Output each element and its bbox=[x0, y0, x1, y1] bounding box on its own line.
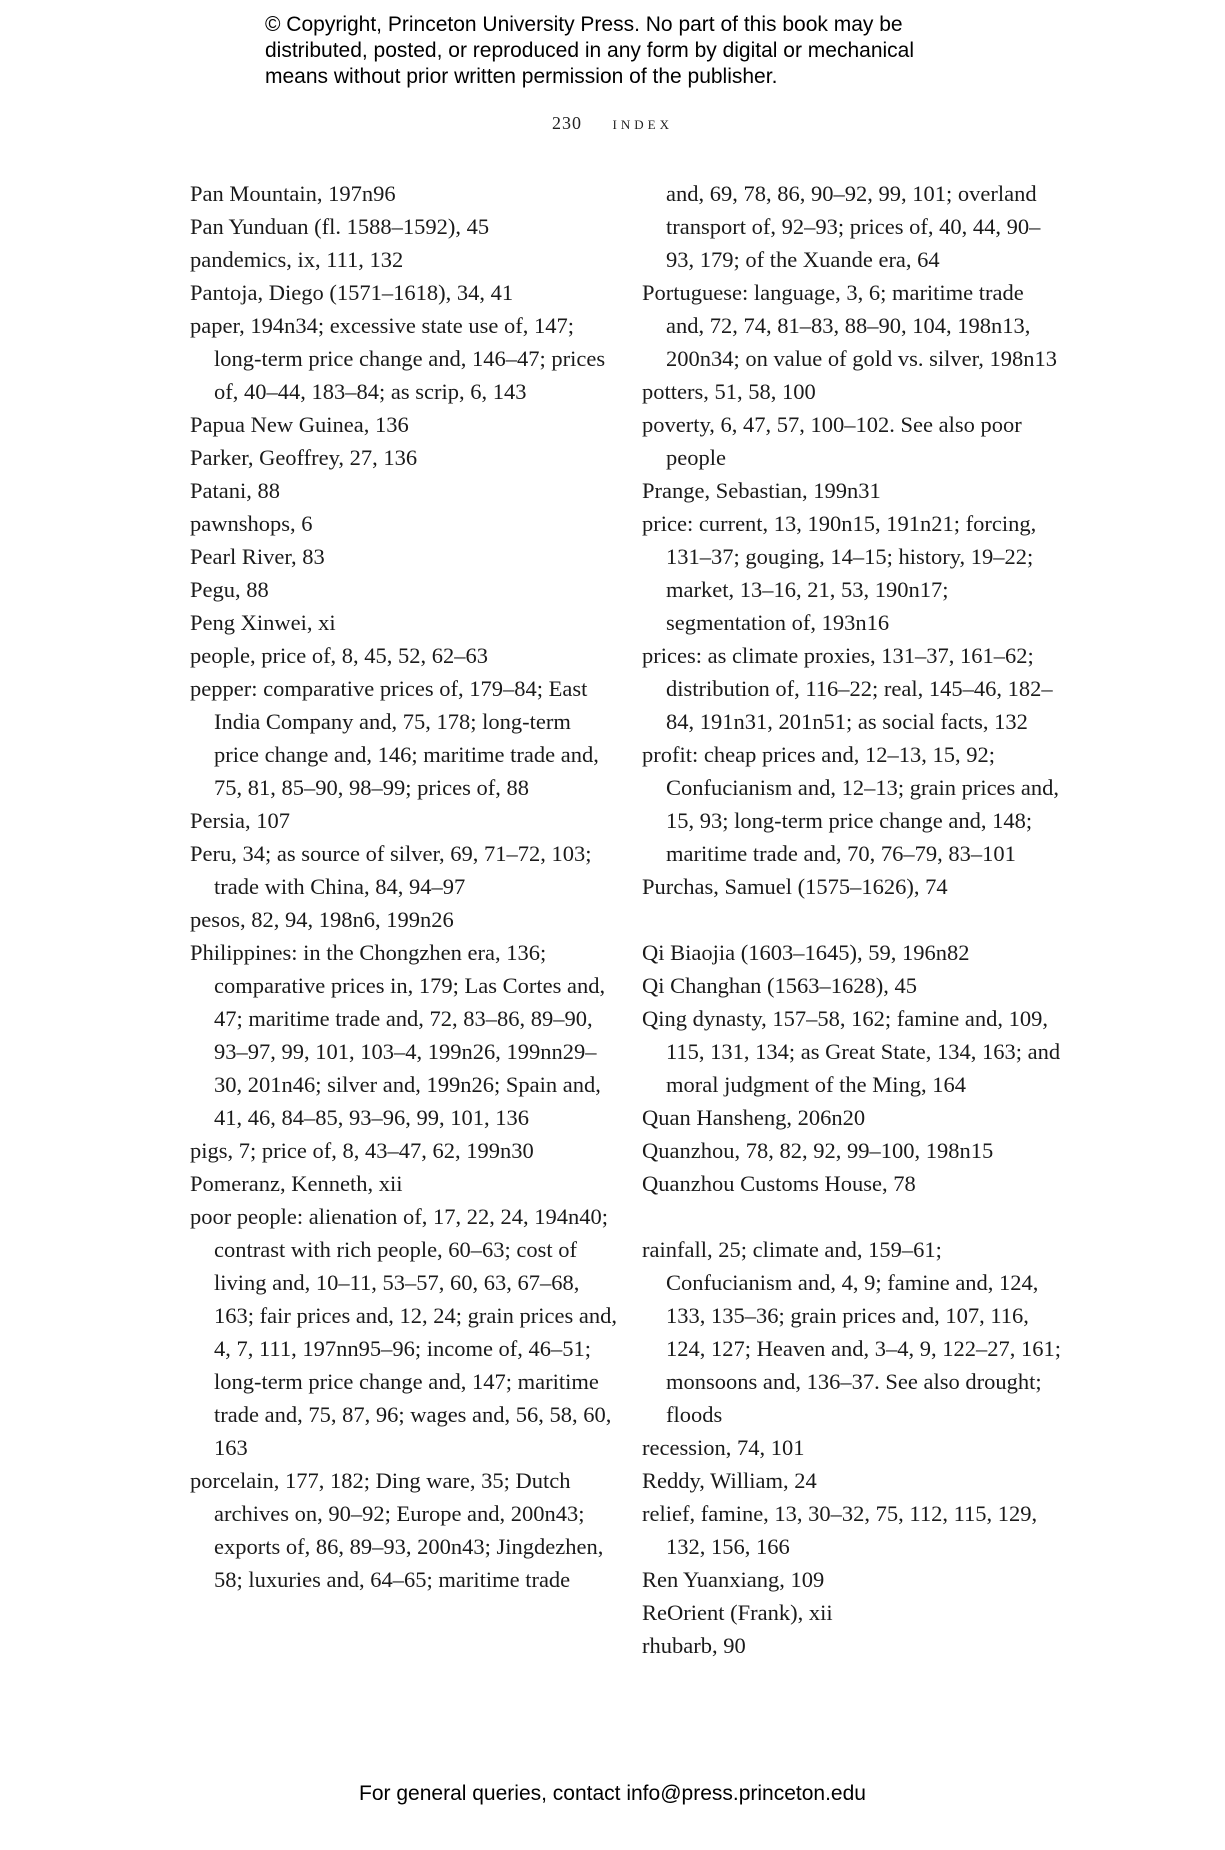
index-entry: price: current, 13, 190n15, 191n21; forcing, 131–37; gouging, 14–15; history, 19–22; market, 13–16, 21, 53, 190n17; segmentation of, 193n16 bbox=[642, 511, 1037, 635]
index-entry: poor people: alienation of, 17, 22, 24, 194n40; contrast with rich people, 60–63; cost of living and, 10–11, 53–57, 60, 63, 67–68, 163; fair prices and, 12, 24; grain prices and, 4, 7, 111, 197nn95–96; income of, 46–51; long-term price change and, 147; maritime trade and, 75, 87, 96; wages and, 56, 58, 60, 163 bbox=[190, 1204, 618, 1460]
footer-contact: For general queries, contact info@press.princeton.edu bbox=[359, 1782, 866, 1805]
index-entry: potters, 51, 58, 100 bbox=[642, 379, 816, 404]
index-entry: paper, 194n34; excessive state use of, 147; long-term price change and, 146–47; prices of, 40–44, 183–84; as scrip, 6, 143 bbox=[190, 313, 606, 404]
index-entry: pesos, 82, 94, 198n6, 199n26 bbox=[190, 907, 454, 932]
index-entry: Reddy, William, 24 bbox=[642, 1468, 817, 1493]
index-entry: profit: cheap prices and, 12–13, 15, 92; Confucianism and, 12–13; grain prices and, 15, 93; long-term price change and, 148; maritime trade and, 70, 76–79, 83–101 bbox=[642, 742, 1060, 866]
index-entry: Parker, Geoffrey, 27, 136 bbox=[190, 445, 418, 470]
index-entry: relief, famine, 13, 30–32, 75, 112, 115, 129, 132, 156, 166 bbox=[642, 1501, 1038, 1559]
index-entry: poverty, 6, 47, 57, 100–102. See also poor people bbox=[642, 412, 1022, 470]
index-entry: Pan Yunduan (fl. 1588–1592), 45 bbox=[190, 214, 490, 239]
index-entry-continued: and, 69, 78, 86, 90–92, 99, 101; overland transport of, 92–93; prices of, 40, 44, 90–93, 179; of the Xuande era, 64 bbox=[666, 181, 1041, 272]
index-entry: Philippines: in the Chongzhen era, 136; comparative prices in, 179; Las Cortes and, 47; maritime trade and, 72, 83–86, 89–90, 93–97, 99, 101, 103–4, 199n26, 199nn29–30, 201n46; silver and, 199n26; Spain and, 41, 46, 84–85, 93–96, 99, 101, 136 bbox=[190, 940, 606, 1130]
index-entry: porcelain, 177, 182; Ding ware, 35; Dutch archives on, 90–92; Europe and, 200n43; exports of, 86, 89–93, 200n43; Jingdezhen, 58; luxuries and, 64–65; maritime trade bbox=[190, 1468, 604, 1592]
index-entry: Pan Mountain, 197n96 bbox=[190, 181, 396, 206]
copyright-line-2: distributed, posted, or reproduced in any form by digital or mechanical bbox=[265, 39, 915, 62]
index-entry: rhubarb, 90 bbox=[642, 1633, 746, 1658]
index-entry: Qing dynasty, 157–58, 162; famine and, 109, 115, 131, 134; as Great State, 134, 163; and moral judgment of the Ming, 164 bbox=[642, 1006, 1061, 1097]
index-entry: Prange, Sebastian, 199n31 bbox=[642, 478, 881, 503]
index-entry: Quanzhou Customs House, 78 bbox=[642, 1171, 916, 1196]
index-entry: Persia, 107 bbox=[190, 808, 290, 833]
index-entry: Portuguese: language, 3, 6; maritime trade and, 72, 74, 81–83, 88–90, 104, 198n13, 200n34; on value of gold vs. silver, 198n13 bbox=[642, 280, 1057, 371]
copyright-line-1: © Copyright, Princeton University Press. No part of this book may be bbox=[265, 13, 903, 36]
index-column-left bbox=[190, 177, 620, 1596]
index-entry: Pantoja, Diego (1571–1618), 34, 41 bbox=[190, 280, 514, 305]
index-entry: prices: as climate proxies, 131–37, 161–62; distribution of, 116–22; real, 145–46, 182–84, 191n31, 201n51; as social facts, 132 bbox=[642, 643, 1053, 734]
index-entry: Peru, 34; as source of silver, 69, 71–72, 103; trade with China, 84, 94–97 bbox=[190, 841, 592, 899]
index-entry: Quanzhou, 78, 82, 92, 99–100, 198n15 bbox=[642, 1138, 994, 1163]
index-column-right bbox=[642, 177, 1062, 1662]
index-entry: ReOrient (Frank), xii bbox=[642, 1600, 833, 1625]
section-title: index bbox=[612, 113, 673, 133]
index-entry: pigs, 7; price of, 8, 43–47, 62, 199n30 bbox=[190, 1138, 534, 1163]
running-head bbox=[0, 113, 1225, 134]
index-entry: Qi Changhan (1563–1628), 45 bbox=[642, 973, 917, 998]
index-entry: pawnshops, 6 bbox=[190, 511, 313, 536]
index-entry: Purchas, Samuel (1575–1626), 74 bbox=[642, 874, 948, 899]
index-entry: Pearl River, 83 bbox=[190, 544, 325, 569]
copyright-line-3: means without prior written permission of the publisher. bbox=[265, 65, 778, 88]
index-entry: Pegu, 88 bbox=[190, 577, 269, 602]
index-entry: Pomeranz, Kenneth, xii bbox=[190, 1171, 403, 1196]
index-entry: Peng Xinwei, xi bbox=[190, 610, 336, 635]
index-entry: Qi Biaojia (1603–1645), 59, 196n82 bbox=[642, 940, 970, 965]
index-entry: people, price of, 8, 45, 52, 62–63 bbox=[190, 643, 489, 668]
index-entry: Quan Hansheng, 206n20 bbox=[642, 1105, 866, 1130]
index-entry: pandemics, ix, 111, 132 bbox=[190, 247, 404, 272]
index-entry: rainfall, 25; climate and, 159–61; Confucianism and, 4, 9; famine and, 124, 133, 135–36; grain prices and, 107, 116, 124, 127; Heaven and, 3–4, 9, 122–27, 161; monsoons and, 136–37. See also drought; floods bbox=[642, 1237, 1061, 1427]
index-entry: pepper: comparative prices of, 179–84; East India Company and, 75, 178; long-term price change and, 146; maritime trade and, 75, 81, 85–90, 98–99; prices of, 88 bbox=[190, 676, 599, 800]
index-entry: Patani, 88 bbox=[190, 478, 280, 503]
page-number: 230 bbox=[552, 113, 583, 133]
index-entry: Papua New Guinea, 136 bbox=[190, 412, 409, 437]
index-entry: recession, 74, 101 bbox=[642, 1435, 805, 1460]
copyright-notice bbox=[265, 12, 1025, 90]
index-entry: Ren Yuanxiang, 109 bbox=[642, 1567, 825, 1592]
